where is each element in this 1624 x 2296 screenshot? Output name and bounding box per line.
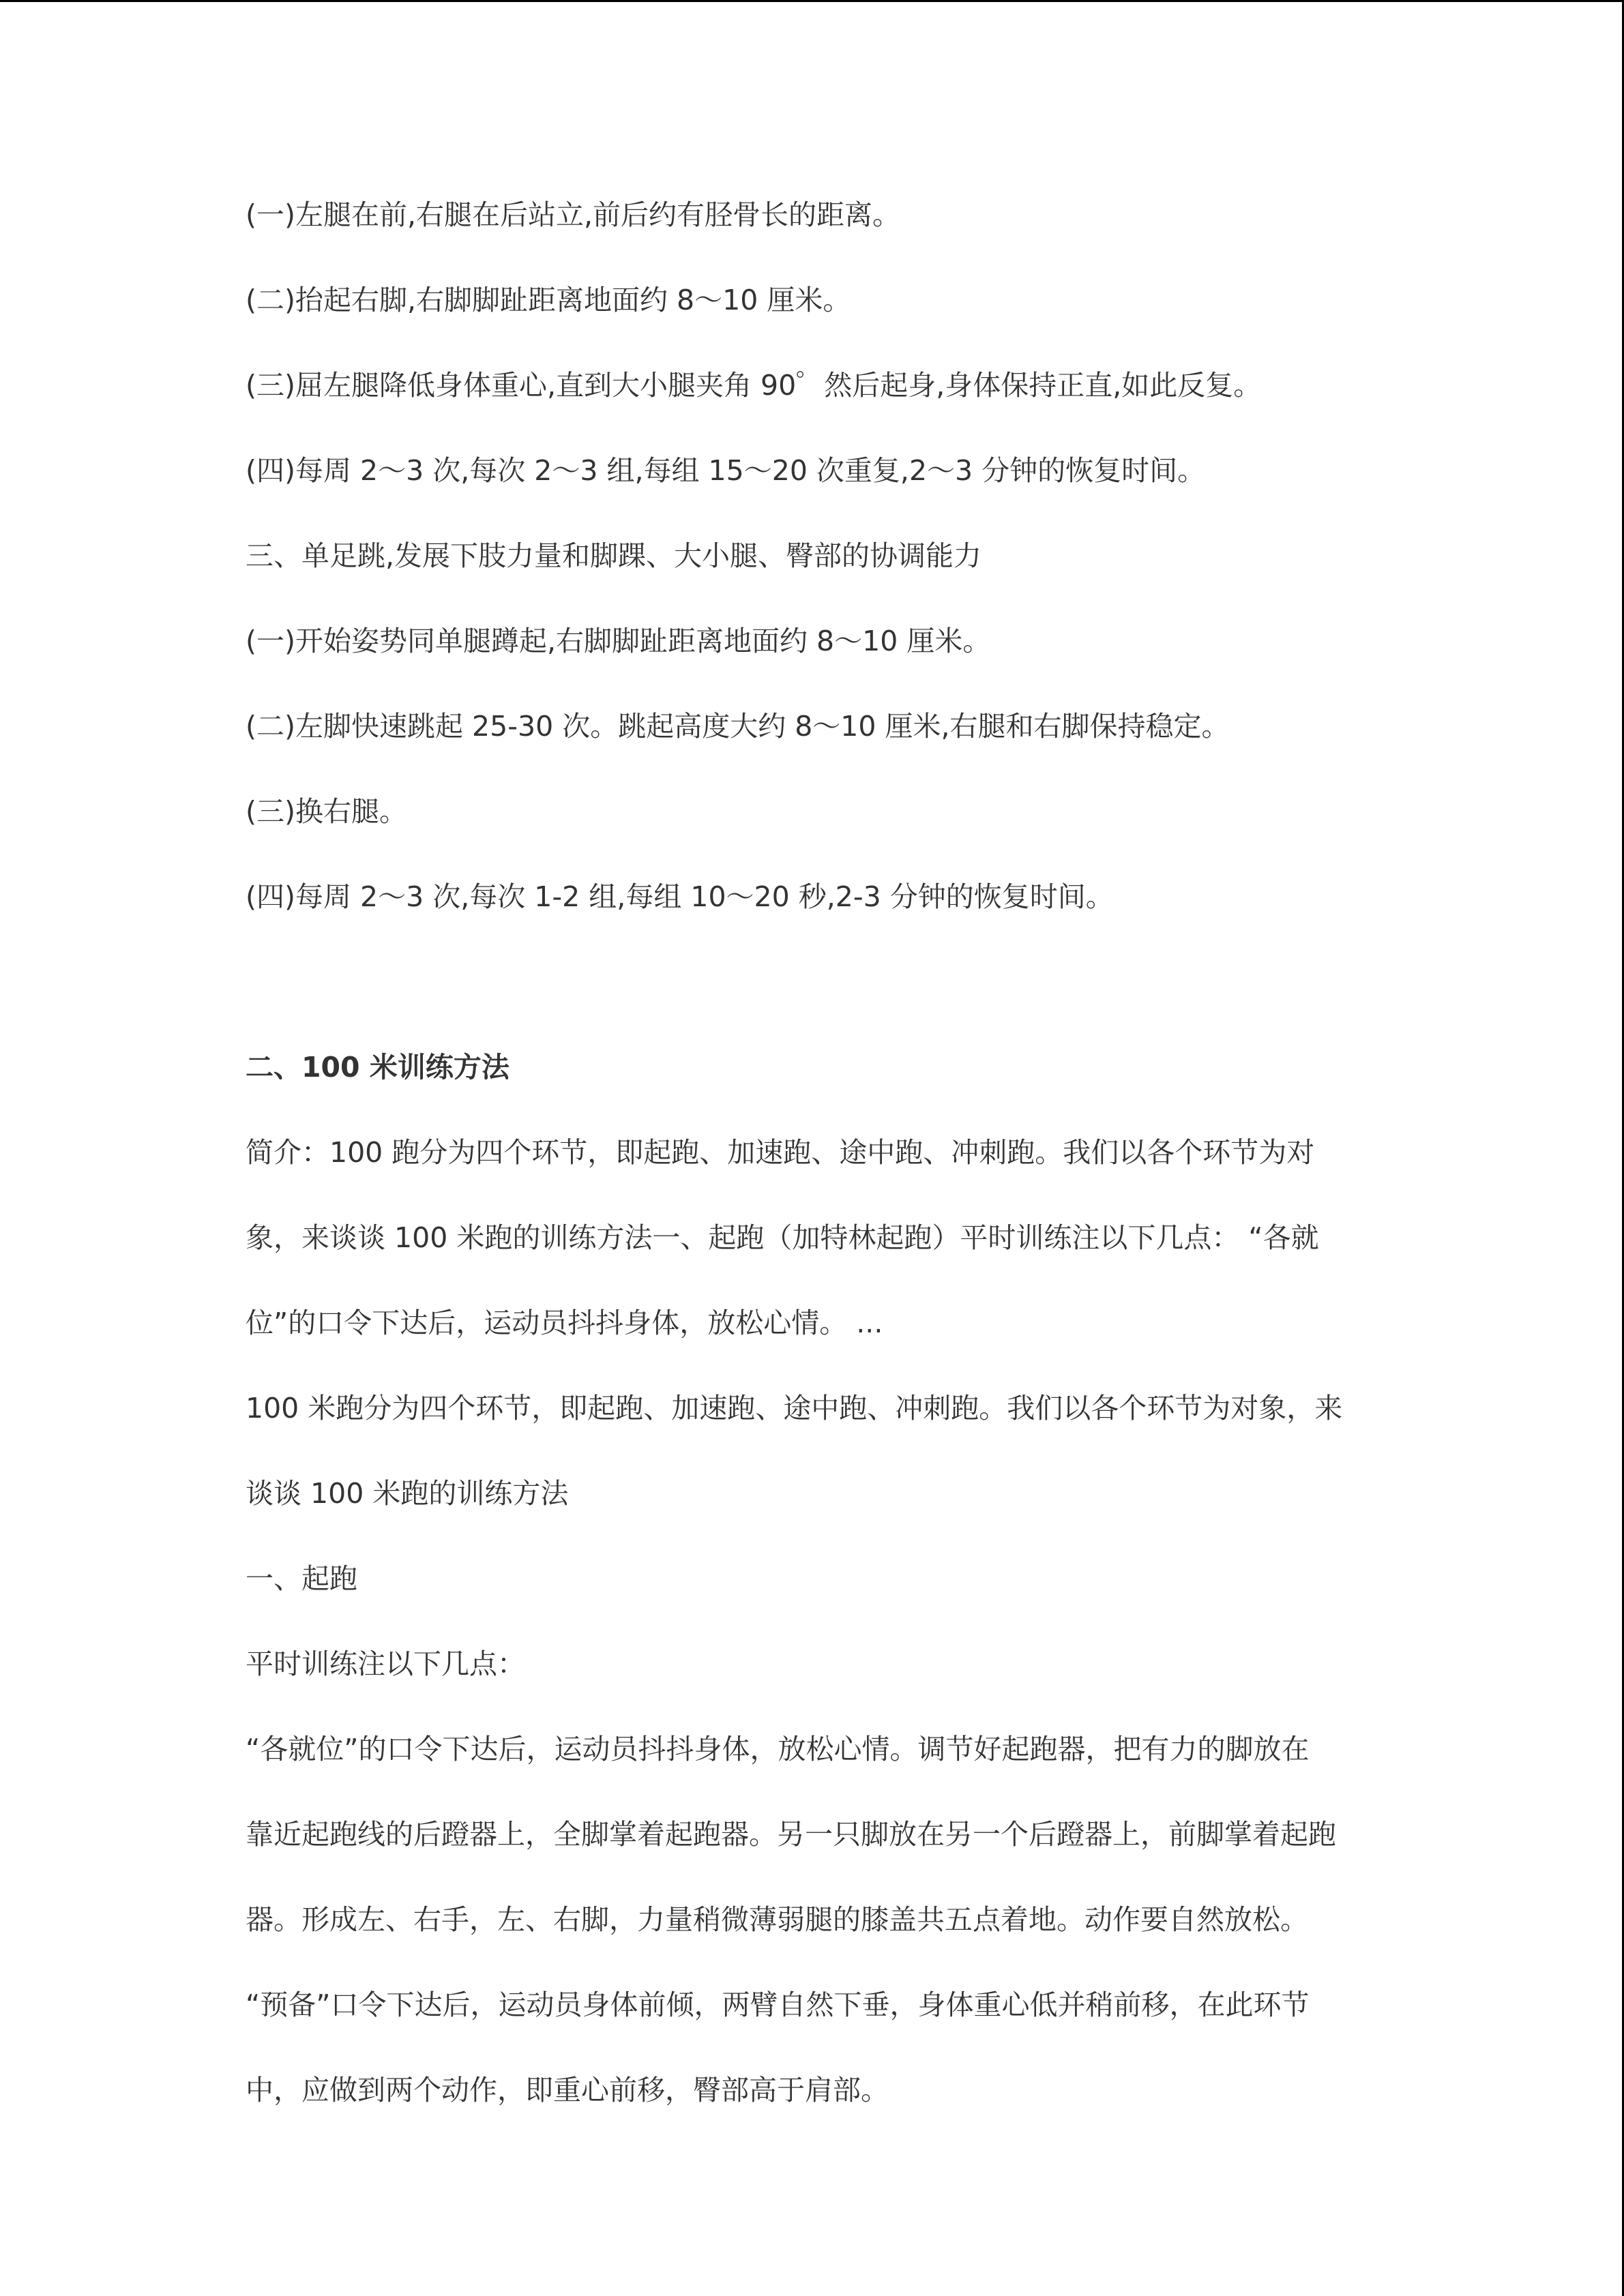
text-line: (一)左腿在前,右腿在后站立,前后约有胫骨长的距离。 (246, 198, 901, 231)
section-heading: 二、100 米训练方法 (246, 1051, 510, 1084)
body-line: 谈谈 100 米跑的训练方法 (246, 1477, 569, 1510)
intro-line: 象，来谈谈 100 米跑的训练方法一、起跑（加特林起跑）平时训练注以下几点： “各就 (246, 1221, 1319, 1254)
body-line: 靠近起跑线的后蹬器上，全脚掌着起跑器。另一只脚放在另一个后蹬器上，前脚掌着起跑 (246, 1818, 1336, 1851)
body-line: 100 米跑分为四个环节，即起跑、加速跑、途中跑、冲刺跑。我们以各个环节为对象，来 (246, 1392, 1343, 1425)
text-line: (二)抬起右脚,右脚脚趾距离地面约 8～10 厘米。 (246, 284, 851, 316)
body-line: “预备”口令下达后，运动员身体前倾，两臂自然下垂，身体重心低并稍前移，在此环节 (246, 1988, 1310, 2021)
text-line: (一)开始姿势同单腿蹲起,右脚脚趾距离地面约 8～10 厘米。 (246, 625, 991, 657)
text-line: 三、单足跳,发展下肢力量和脚踝、大小腿、臀部的协调能力 (246, 539, 982, 572)
body-line: 一、起跑 (246, 1562, 357, 1595)
text-line: (三)屈左腿降低身体重心,直到大小腿夹角 90゜然后起身,身体保持正直,如此反复。 (246, 369, 1262, 402)
intro-line: 简介：100 跑分为四个环节，即起跑、加速跑、途中跑、冲刺跑。我们以各个环节为对 (246, 1136, 1315, 1169)
text-line: (二)左脚快速跳起 25-30 次。跳起高度大约 8～10 厘米,右腿和右脚保持稳定。 (246, 710, 1230, 743)
body-line: “各就位”的口令下达后，运动员抖抖身体，放松心情。调节好起跑器，把有力的脚放在 (246, 1733, 1310, 1765)
body-line: 中，应做到两个动作，即重心前移，臀部高于肩部。 (246, 2074, 889, 2106)
page-top-border (0, 0, 1624, 2)
text-line: (三)换右腿。 (246, 795, 407, 828)
body-line: 器。形成左、右手，左、右脚，力量稍微薄弱腿的膝盖共五点着地。动作要自然放松。 (246, 1903, 1308, 1936)
text-line: (四)每周 2～3 次,每次 1-2 组,每组 10～20 秒,2-3 分钟的恢复时间。 (246, 880, 1114, 913)
body-line: 平时训练注以下几点： (246, 1648, 525, 1680)
intro-line: 位”的口令下达后，运动员抖抖身体，放松心情。 ... (246, 1307, 883, 1339)
text-line: (四)每周 2～3 次,每次 2～3 组,每组 15～20 次重复,2～3 分钟的恢复时间。 (246, 454, 1206, 487)
